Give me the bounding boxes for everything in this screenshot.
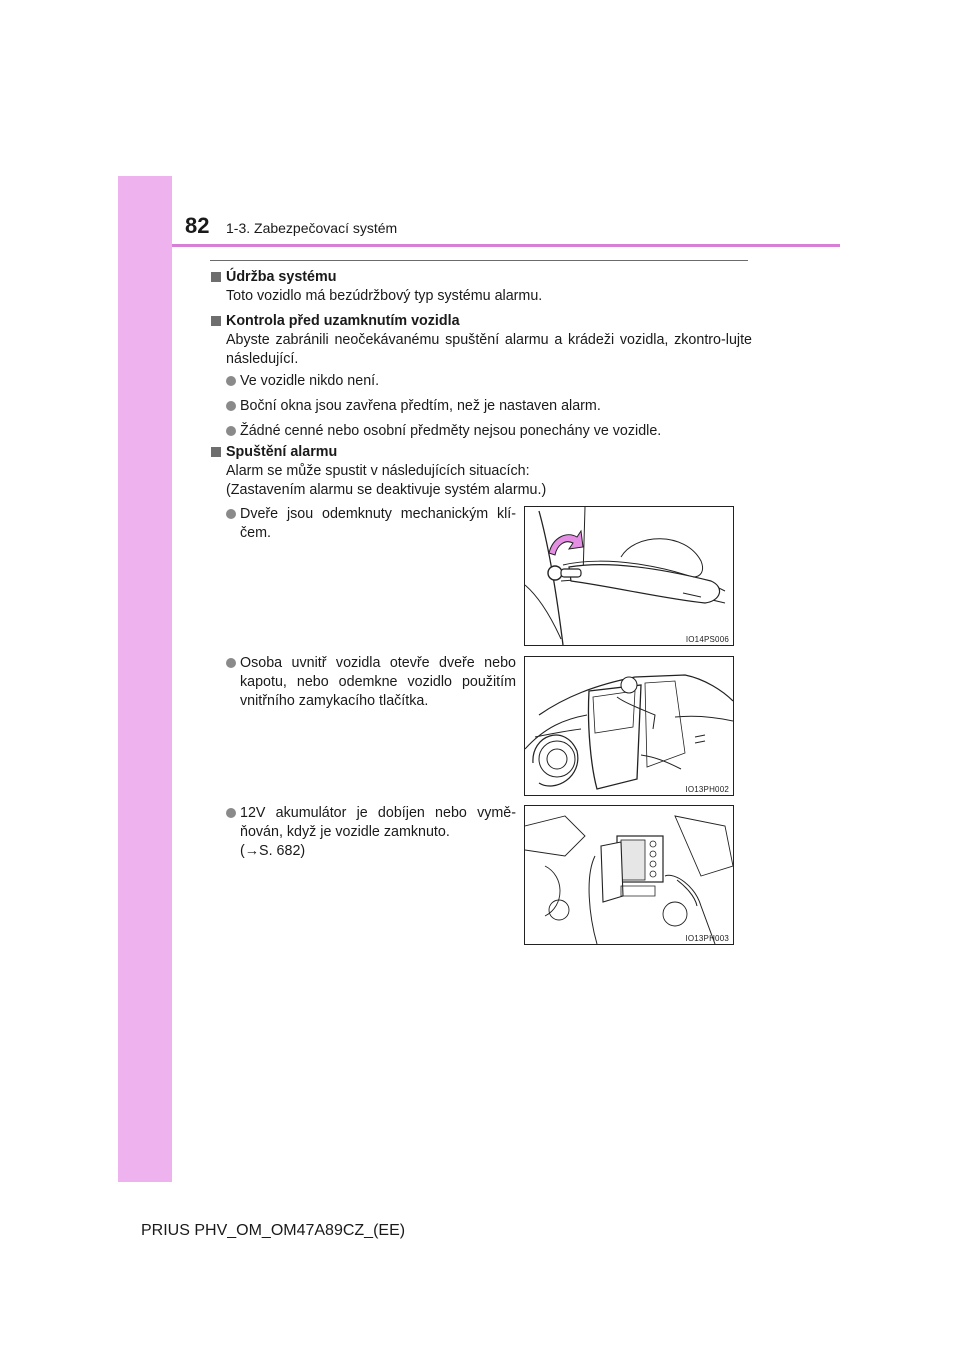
round-bullet-icon [226, 808, 236, 818]
check-section [210, 312, 750, 369]
round-bullet-icon [226, 426, 236, 436]
page-number: 82 [185, 213, 210, 238]
round-bullet-icon [226, 658, 236, 668]
round-bullet-icon [226, 401, 236, 411]
square-bullet-icon [211, 272, 221, 282]
trigger-text-line1: Alarm se může spustit v následujících situacích: [226, 463, 530, 479]
figure-battery [524, 805, 734, 945]
round-bullet-icon [226, 509, 236, 519]
content-rule [210, 260, 748, 261]
header-rule [172, 244, 840, 247]
maintenance-text: Toto vozidlo má bezúdržbový typ systému alarmu. [226, 288, 543, 304]
check-heading: Kontrola před uzamknutím vozidla [210, 312, 750, 331]
check-bullet: Boční okna jsou zavřena předtím, než je nastaven alarm. [210, 397, 750, 416]
figure-code: IO14PS006 [685, 635, 729, 644]
trigger-item-2: Osoba uvnitř vozidla otevře dveře nebo kapotu, nebo odemkne vozidlo použitím vnitřního zamykacího tlačítka. [210, 654, 516, 711]
figure-key-unlock [524, 506, 734, 646]
footer-doc-code: PRIUS PHV_OM_OM47A89CZ_(EE) [141, 1222, 406, 1239]
trigger-heading: Spuštění alarmu [210, 443, 750, 462]
figure-code: IO13PH002 [685, 785, 729, 794]
check-bullet: Ve vozidle nikdo není. [210, 372, 750, 391]
section-title: 1-3. Zabezpečovací systém [226, 220, 398, 236]
round-bullet-icon [226, 376, 236, 386]
figure-code: IO13PH003 [685, 934, 729, 943]
square-bullet-icon [211, 316, 221, 326]
maintenance-section [210, 268, 750, 306]
square-bullet-icon [211, 447, 221, 457]
trigger-item-3: 12V akumulátor je dobíjen nebo vymě-ňován, když je vozidle zamknuto. (→S. 682) [210, 804, 516, 861]
trigger-text-line2: (Zastavením alarmu se deaktivuje systém alarmu.) [226, 482, 547, 498]
figure-person-open-door [524, 656, 734, 796]
trigger-section [210, 443, 750, 500]
check-bullet: Žádné cenné nebo osobní předměty nejsou ponechány ve vozidle. [210, 422, 750, 441]
side-color-band [118, 176, 172, 1182]
trigger-item-1: Dveře jsou odemknuty mechanickým klí-čem. [210, 505, 516, 543]
check-text: Abyste zabránili neočekávanému spuštění alarmu a krádeži vozidla, zkontro-lujte následující. [226, 332, 752, 367]
maintenance-heading: Údržba systému [210, 268, 750, 287]
